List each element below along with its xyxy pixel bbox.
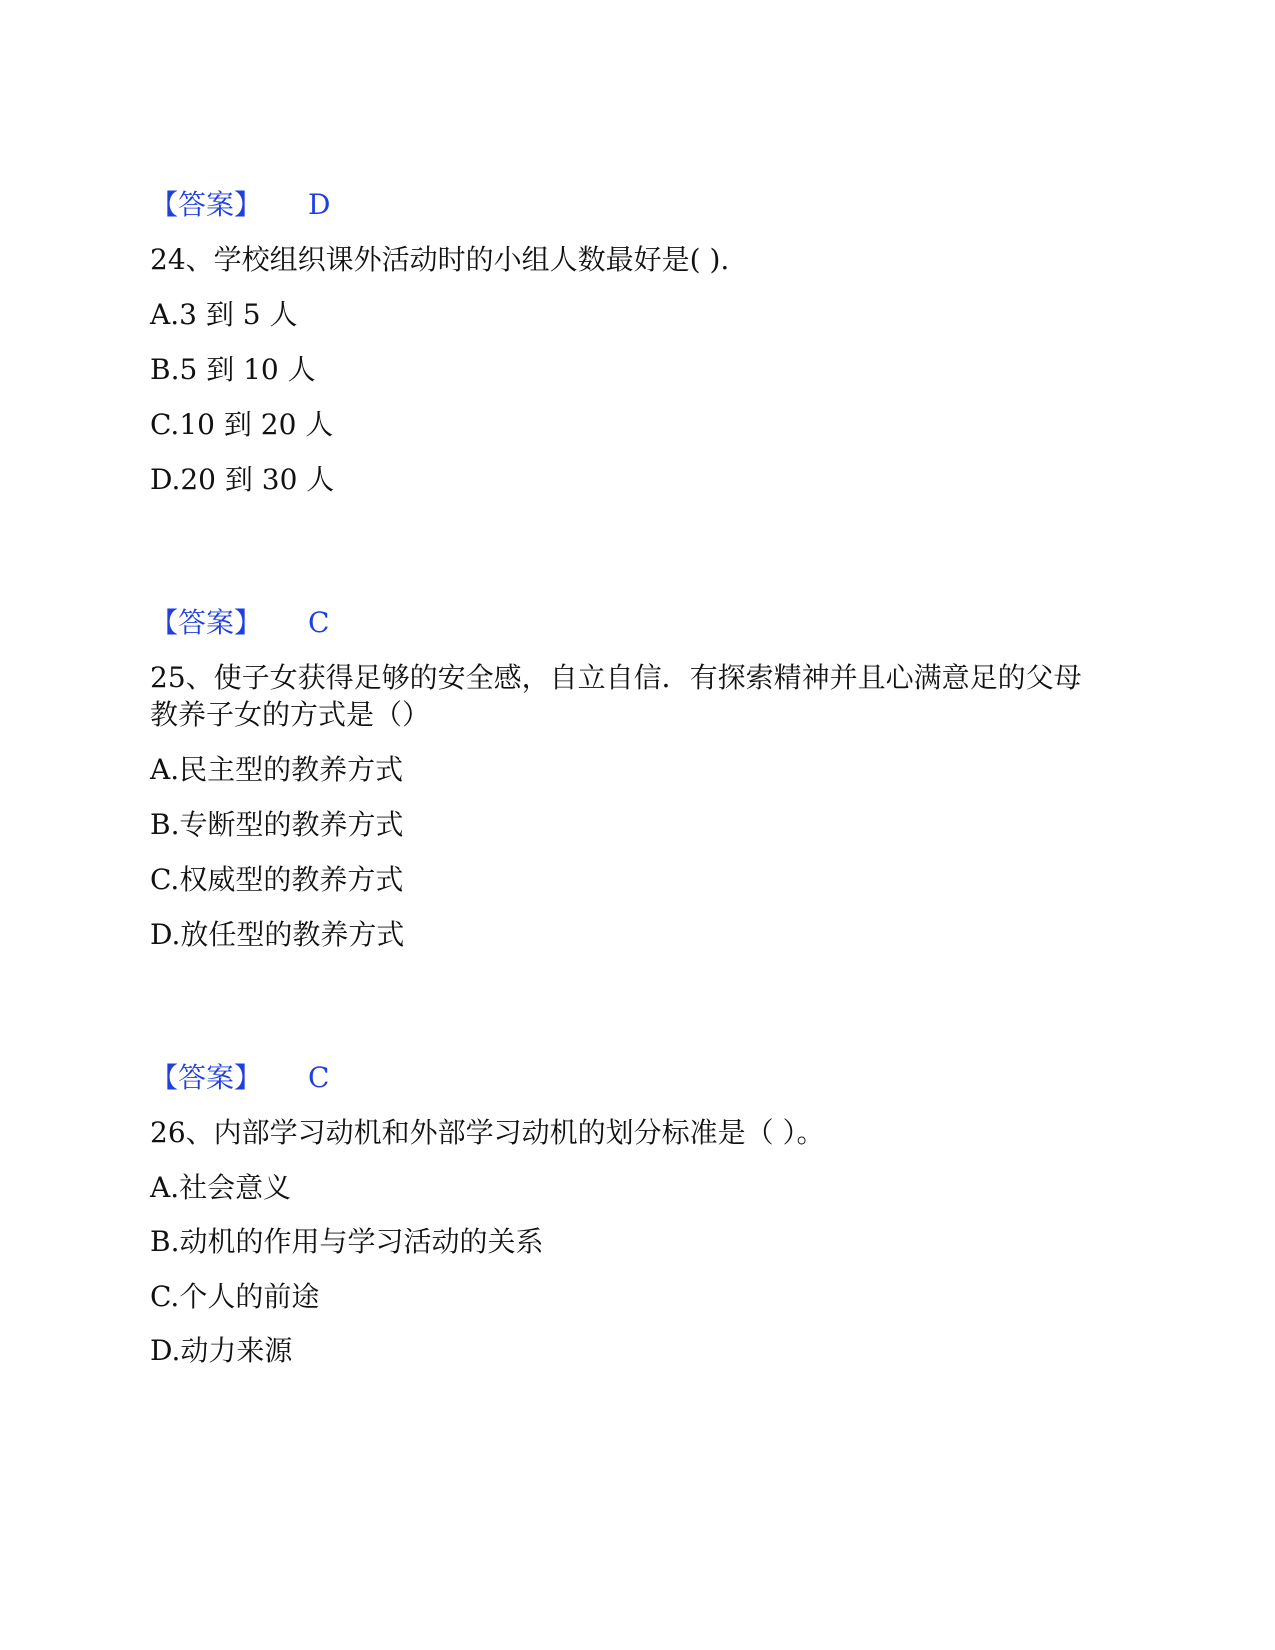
option-a: A.民主型的教养方式 (150, 753, 404, 786)
answer-label: 【答案】 (150, 188, 263, 221)
option-b: B.动机的作用与学习活动的关系 (150, 1225, 544, 1258)
answer-row (150, 187, 331, 223)
option-b: B.5 到 10 人 (150, 353, 316, 386)
option-b: B.专断型的教养方式 (150, 808, 404, 841)
option-c: C.10 到 20 人 (150, 408, 334, 441)
question-text-line-1: 25、使子女获得足够的安全感，自立自信．有探索精神并且心满意足的父母 (150, 661, 1082, 694)
answer-row (150, 1060, 330, 1096)
option-a: A.社会意义 (150, 1171, 292, 1204)
option-c: C.权威型的教养方式 (150, 863, 404, 896)
option-d: D.20 到 30 人 (150, 463, 335, 496)
option-d: D.动力来源 (150, 1334, 293, 1367)
question-text: 24、学校组织课外活动时的小组人数最好是( ). (150, 243, 730, 276)
answer-label: 【答案】 (150, 1061, 263, 1094)
option-c: C.个人的前途 (150, 1280, 320, 1313)
option-d: D.放任型的教养方式 (150, 918, 405, 951)
answer-value: C (308, 606, 330, 639)
question-text-line-2: 教养子女的方式是（） (150, 698, 431, 731)
answer-row (150, 605, 330, 641)
option-a: A.3 到 5 人 (150, 298, 298, 331)
answer-label: 【答案】 (150, 606, 263, 639)
answer-value: D (308, 188, 331, 221)
question-text: 26、内部学习动机和外部学习动机的划分标准是（ ）。 (150, 1116, 825, 1149)
answer-value: C (308, 1061, 330, 1094)
